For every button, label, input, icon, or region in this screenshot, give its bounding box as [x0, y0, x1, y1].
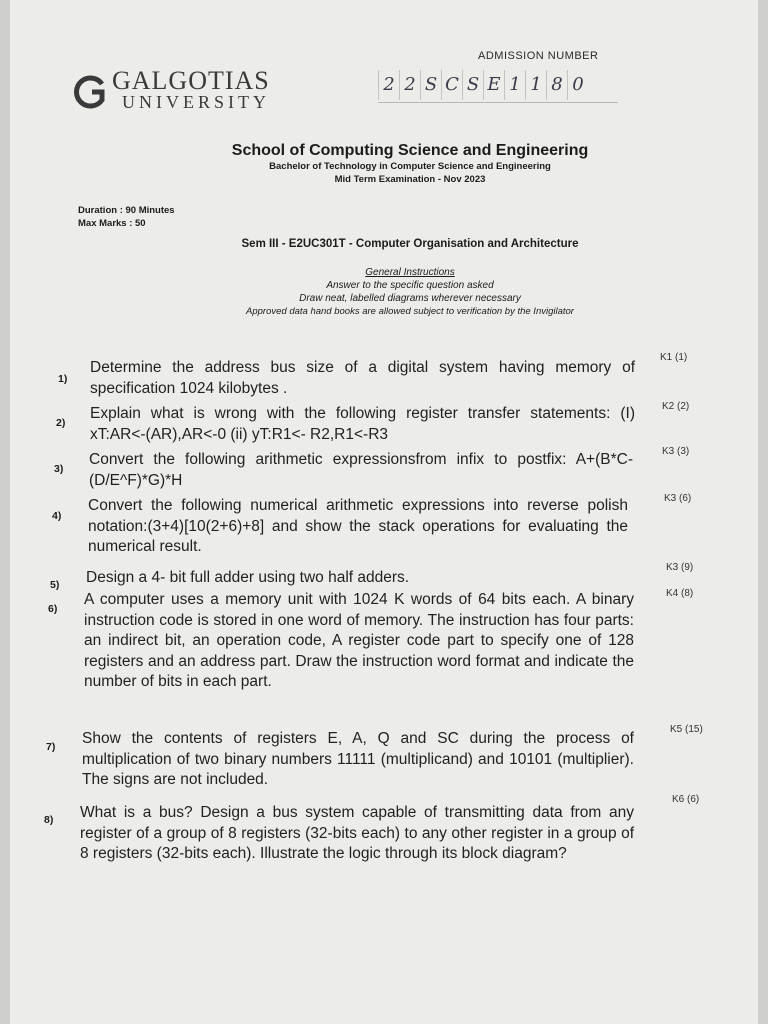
question-number: 7): [46, 741, 56, 753]
question-text: Design a 4- bit full adder using two half adders.: [86, 569, 410, 586]
instruction-item: Draw neat, labelled diagrams wherever necessary: [299, 293, 521, 304]
admission-digit: 0: [567, 70, 588, 100]
admission-digit: S: [420, 70, 441, 100]
question-marks: K5 (15): [670, 724, 703, 735]
admission-digit: S: [462, 70, 483, 100]
question-text: Determine the address bus size of a digital system having memory of specification 1024 kilobytes .: [90, 359, 635, 397]
question-marks: K1 (1): [660, 352, 688, 363]
admission-digit: 2: [378, 70, 399, 100]
max-marks: Max Marks : 50: [78, 218, 146, 229]
question-marks: K4 (8): [666, 588, 694, 599]
admission-number-boxes: [378, 68, 618, 103]
question-text: A computer uses a memory unit with 1024 K words of 64 bits each. A binary instruction code is stored in one word of memory. The instruction has four parts: an indirect bit, an operation code, A register code part to specify one of 128 registers and an address part. Draw the instruction word format and indicate the number of bits in each part.: [84, 591, 634, 690]
question-number: 3): [54, 463, 64, 475]
question-number: 4): [52, 510, 62, 522]
question-marks: K2 (2): [662, 401, 690, 412]
question-text: Convert the following arithmetic expressionsfrom infix to postfix: A+(B*C-(D/E^F)*G)*H: [89, 451, 633, 489]
admission-digit: E: [483, 70, 504, 100]
admission-number-label: ADMISSION NUMBER: [478, 50, 599, 62]
question-number: 5): [50, 579, 60, 591]
question-marks: K3 (6): [664, 493, 692, 504]
university-name: GALGOTIAS: [112, 66, 270, 95]
duration: Duration : 90 Minutes: [78, 205, 175, 216]
admission-digit: 2: [399, 70, 420, 100]
question-number: 2): [56, 417, 66, 429]
question-marks: K3 (3): [662, 446, 690, 457]
programme-title: Bachelor of Technology in Computer Science and Engineering: [269, 161, 551, 172]
question-number: 8): [44, 814, 54, 826]
course-title: Sem III - E2UC301T - Computer Organisation and Architecture: [241, 238, 579, 250]
question-marks: K3 (9): [666, 562, 694, 573]
exam-title: Mid Term Examination - Nov 2023: [334, 174, 486, 185]
exam-paper: [10, 0, 758, 1024]
question-text: Explain what is wrong with the following register transfer statements: (I) xT:AR<-(AR),AR<-0 (ii) yT:R1<- R2,R1<-R3: [90, 405, 635, 443]
question-text: Convert the following numerical arithmetic expressions into reverse polish notation:(3+4)[10(2+6)+8] and show the stack operations for evaluating the numerical result.: [88, 497, 628, 555]
instruction-item: Answer to the specific question asked: [326, 280, 494, 291]
admission-digit: C: [441, 70, 462, 100]
question-text: Show the contents of registers E, A, Q and SC during the process of multiplication of two binary numbers 11111 (multiplicand) and 10101 (multiplier). The signs are not included.: [82, 730, 634, 788]
question-number: 1): [58, 373, 68, 385]
university-subtitle: UNIVERSITY: [122, 92, 270, 112]
instructions-title: General Instructions: [365, 267, 455, 278]
admission-digit: 1: [504, 70, 525, 100]
question-marks: K6 (6): [672, 794, 700, 805]
school-title: School of Computing Science and Engineering: [231, 142, 589, 159]
admission-digit: 1: [525, 70, 546, 100]
question-number: 6): [48, 603, 58, 615]
university-logo-icon: [72, 74, 108, 110]
admission-digit: 8: [546, 70, 567, 100]
question-text: What is a bus? Design a bus system capable of transmitting data from any register of a group of 8 registers (32-bits each) to any other register in a group of 8 registers (32-bits each). Illustrate the logic through its block diagram?: [80, 804, 634, 862]
instruction-item: Approved data hand books are allowed subject to verification by the Invigilator: [246, 306, 574, 317]
